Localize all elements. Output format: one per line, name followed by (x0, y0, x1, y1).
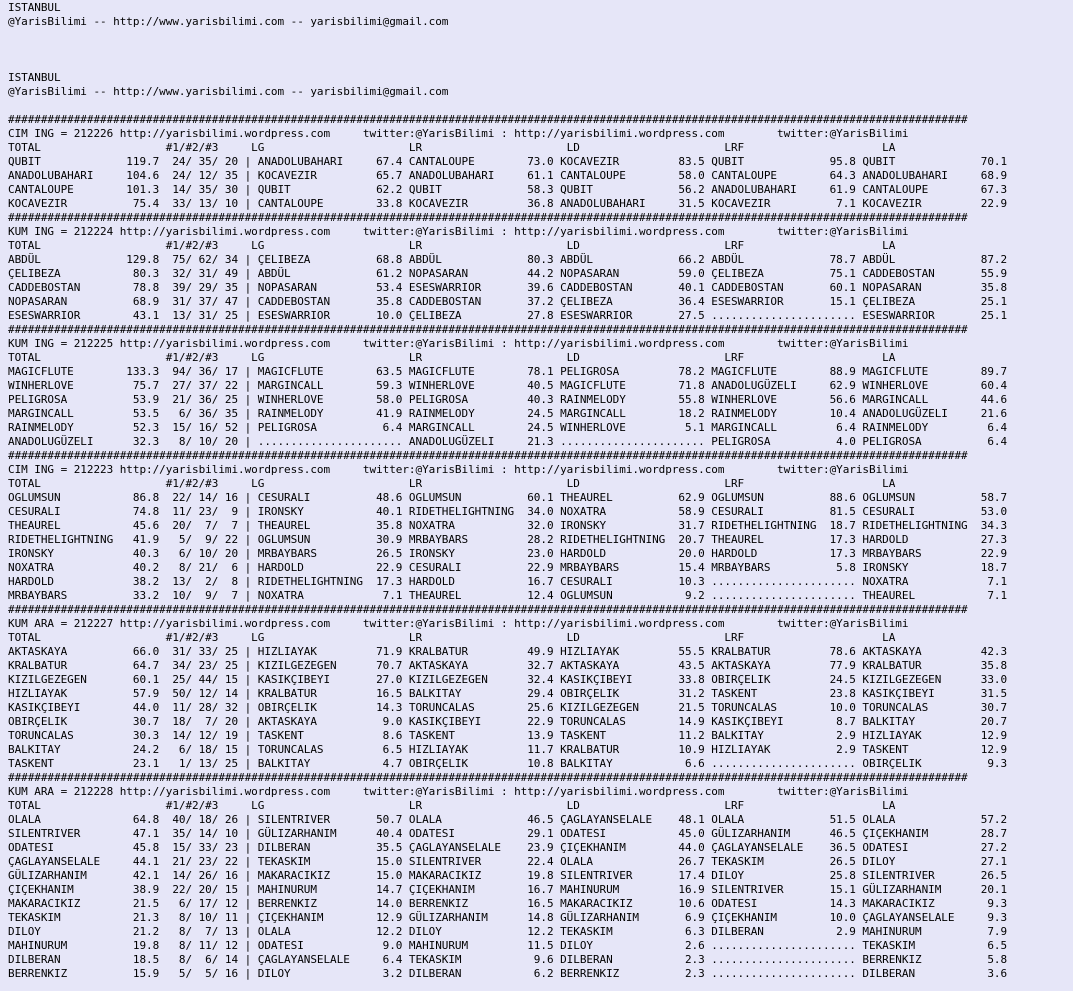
table-row: OLALA 64.8 40/ 18/ 26 | SILENTRIVER 50.7 OLALA 46.5 ÇAGLAYANSELALE 48.1 OLALA 51.5 OLALA 57.2 (8, 813, 1008, 826)
table-row: ABDÜL 129.8 75/ 62/ 34 | ÇELIBEZA 68.8 ABDÜL 80.3 ABDÜL 66.2 ABDÜL 78.7 ABDÜL 87.2 (8, 253, 1008, 266)
header-city-repeat: ISTANBUL (8, 71, 61, 84)
section-separator: ################################################################################################################################################## (8, 323, 968, 336)
table-row: KASIKÇIBEYI 44.0 11/ 28/ 32 | OBIRÇELIK 14.3 TORUNCALAS 25.6 KIZILGEZEGEN 21.5 TORUNCALAS 10.0 TORUNCALAS 30.7 (8, 701, 1008, 714)
table-row: KRALBATUR 64.7 34/ 23/ 25 | KIZILGEZEGEN 70.7 AKTASKAYA 32.7 AKTASKAYA 43.5 AKTASKAYA 77.9 KRALBATUR 35.8 (8, 659, 1008, 672)
table-row: RIDETHELIGHTNING 41.9 5/ 9/ 22 | OGLUMSUN 30.9 MRBAYBARS 28.2 RIDETHELIGHTNING 20.7 THEAUREL 17.3 HARDOLD 27.3 (8, 533, 1008, 546)
table-row: ANADOLUBAHARI 104.6 24/ 12/ 35 | KOCAVEZIR 65.7 ANADOLUBAHARI 61.1 CANTALOUPE 58.0 CANTALOUPE 64.3 ANADOLUBAHARI 68.9 (8, 169, 1008, 182)
table-row: THEAUREL 45.6 20/ 7/ 7 | THEAUREL 35.8 NOXATRA 32.0 IRONSKY 31.7 RIDETHELIGHTNING 18.7 RIDETHELIGHTNING 34.3 (8, 519, 1008, 532)
table-row: KIZILGEZEGEN 60.1 25/ 44/ 15 | KASIKÇIBEYI 27.0 KIZILGEZEGEN 32.4 KASIKÇIBEYI 33.8 OBIRÇELIK 24.5 KIZILGEZEGEN 33.0 (8, 673, 1008, 686)
table-row: BALKITAY 24.2 6/ 18/ 15 | TORUNCALAS 6.5 HIZLIAYAK 11.7 KRALBATUR 10.9 HIZLIAYAK 2.9 TASKENT 12.9 (8, 743, 1008, 756)
table-row: PELIGROSA 53.9 21/ 36/ 25 | WINHERLOVE 58.0 PELIGROSA 40.3 RAINMELODY 55.8 WINHERLOVE 56.6 MARGINCALL 44.6 (8, 393, 1008, 406)
column-header: TOTAL #1/#2/#3 LG LR LD LRF LA (8, 631, 896, 644)
table-row: ODATESI 45.8 15/ 33/ 23 | DILBERAN 35.5 ÇAGLAYANSELALE 23.9 ÇIÇEKHANIM 44.0 ÇAGLAYANSELALE 36.5 ODATESI 27.2 (8, 841, 1008, 854)
table-row: KOCAVEZIR 75.4 33/ 13/ 10 | CANTALOUPE 33.8 KOCAVEZIR 36.8 ANADOLUBAHARI 31.5 KOCAVEZIR 7.1 KOCAVEZIR 22.9 (8, 197, 1008, 210)
table-row: GÜLIZARHANIM 42.1 14/ 26/ 16 | MAKARACIKIZ 15.0 MAKARACIKIZ 19.8 SILENTRIVER 17.4 DILOY 25.8 SILENTRIVER 26.5 (8, 869, 1008, 882)
table-row: QUBIT 119.7 24/ 35/ 20 | ANADOLUBAHARI 67.4 CANTALOUPE 73.0 KOCAVEZIR 83.5 QUBIT 95.8 QUBIT 70.1 (8, 155, 1008, 168)
table-row: MAHINURUM 19.8 8/ 11/ 12 | ODATESI 9.0 MAHINURUM 11.5 DILOY 2.6 ...................... TEKASKIM 6.5 (8, 939, 1008, 952)
table-row: ÇAGLAYANSELALE 44.1 21/ 23/ 22 | TEKASKIM 15.0 SILENTRIVER 22.4 OLALA 26.7 TEKASKIM 26.5 DILOY 27.1 (8, 855, 1008, 868)
table-row: MAKARACIKIZ 21.5 6/ 17/ 12 | BERRENKIZ 14.0 BERRENKIZ 16.5 MAKARACIKIZ 10.6 ODATESI 14.3 MAKARACIKIZ 9.3 (8, 897, 1008, 910)
race-title: CIM ING = 212226 http://yarisbilimi.wordpress.com twitter:@YarisBilimi : http://yarisbilimi.wordpress.com twitter:@YarisBilimi (8, 127, 909, 140)
table-row: NOPASARAN 68.9 31/ 37/ 47 | CADDEBOSTAN 35.8 CADDEBOSTAN 37.2 ÇELIBEZA 36.4 ESESWARRIOR 15.1 ÇELIBEZA 25.1 (8, 295, 1008, 308)
section-separator: ################################################################################################################################################## (8, 603, 968, 616)
header-city: ISTANBUL (8, 1, 61, 14)
table-row: MARGINCALL 53.5 6/ 36/ 35 | RAINMELODY 41.9 RAINMELODY 24.5 MARGINCALL 18.2 RAINMELODY 10.4 ANADOLUGÜZELI 21.6 (8, 407, 1008, 420)
race-title: CIM ING = 212223 http://yarisbilimi.wordpress.com twitter:@YarisBilimi : http://yarisbilimi.wordpress.com twitter:@YarisBilimi (8, 463, 909, 476)
table-row: CADDEBOSTAN 78.8 39/ 29/ 35 | NOPASARAN 53.4 ESESWARRIOR 39.6 CADDEBOSTAN 40.1 CADDEBOSTAN 60.1 NOPASARAN 35.8 (8, 281, 1008, 294)
table-row: AKTASKAYA 66.0 31/ 33/ 25 | HIZLIAYAK 71.9 KRALBATUR 49.9 HIZLIAYAK 55.5 KRALBATUR 78.6 AKTASKAYA 42.3 (8, 645, 1008, 658)
table-row: CESURALI 74.8 11/ 23/ 9 | IRONSKY 40.1 RIDETHELIGHTNING 34.0 NOXATRA 58.9 CESURALI 81.5 CESURALI 53.0 (8, 505, 1008, 518)
table-row: TORUNCALAS 30.3 14/ 12/ 19 | TASKENT 8.6 TASKENT 13.9 TASKENT 11.2 BALKITAY 2.9 HIZLIAYAK 12.9 (8, 729, 1008, 742)
table-row: OBIRÇELIK 30.7 18/ 7/ 20 | AKTASKAYA 9.0 KASIKÇIBEYI 22.9 TORUNCALAS 14.9 KASIKÇIBEYI 8.7 BALKITAY 20.7 (8, 715, 1008, 728)
table-row: ÇIÇEKHANIM 38.9 22/ 20/ 15 | MAHINURUM 14.7 ÇIÇEKHANIM 16.7 MAHINURUM 16.9 SILENTRIVER 15.1 GÜLIZARHANIM 20.1 (8, 883, 1008, 896)
table-row: OGLUMSUN 86.8 22/ 14/ 16 | CESURALI 48.6 OGLUMSUN 60.1 THEAUREL 62.9 OGLUMSUN 88.6 OGLUMSUN 58.7 (8, 491, 1008, 504)
table-row: MRBAYBARS 33.2 10/ 9/ 7 | NOXATRA 7.1 THEAUREL 12.4 OGLUMSUN 9.2 ...................... THEAUREL 7.1 (8, 589, 1008, 602)
column-header: TOTAL #1/#2/#3 LG LR LD LRF LA (8, 477, 896, 490)
section-separator: ################################################################################################################################################## (8, 449, 968, 462)
header-contact-repeat: @YarisBilimi -- http://www.yarisbilimi.com -- yarisbilimi@gmail.com (8, 85, 449, 98)
table-row: IRONSKY 40.3 6/ 10/ 20 | MRBAYBARS 26.5 IRONSKY 23.0 HARDOLD 20.0 HARDOLD 17.3 MRBAYBARS 22.9 (8, 547, 1008, 560)
section-separator: ################################################################################################################################################## (8, 113, 968, 126)
column-header: TOTAL #1/#2/#3 LG LR LD LRF LA (8, 351, 896, 364)
header-contact: @YarisBilimi -- http://www.yarisbilimi.com -- yarisbilimi@gmail.com (8, 15, 449, 28)
table-row: WINHERLOVE 75.7 27/ 37/ 22 | MARGINCALL 59.3 WINHERLOVE 40.5 MAGICFLUTE 71.8 ANADOLUGÜZELI 62.9 WINHERLOVE 60.4 (8, 379, 1008, 392)
table-row: CANTALOUPE 101.3 14/ 35/ 30 | QUBIT 62.2 QUBIT 58.3 QUBIT 56.2 ANADOLUBAHARI 61.9 CANTALOUPE 67.3 (8, 183, 1008, 196)
table-row: TEKASKIM 21.3 8/ 10/ 11 | ÇIÇEKHANIM 12.9 GÜLIZARHANIM 14.8 GÜLIZARHANIM 6.9 ÇIÇEKHANIM 10.0 ÇAGLAYANSELALE 9.3 (8, 911, 1008, 924)
table-row: DILBERAN 18.5 8/ 6/ 14 | ÇAGLAYANSELALE 6.4 TEKASKIM 9.6 DILBERAN 2.3 ...................... BERRENKIZ 5.8 (8, 953, 1008, 966)
tables (8, 113, 1007, 980)
table-row: TASKENT 23.1 1/ 13/ 25 | BALKITAY 4.7 OBIRÇELIK 10.8 BALKITAY 6.6 ...................... OBIRÇELIK 9.3 (8, 757, 1008, 770)
table-row: NOXATRA 40.2 8/ 21/ 6 | HARDOLD 22.9 CESURALI 22.9 MRBAYBARS 15.4 MRBAYBARS 5.8 IRONSKY 18.7 (8, 561, 1008, 574)
table-row: DILOY 21.2 8/ 7/ 13 | OLALA 12.2 DILOY 12.2 TEKASKIM 6.3 DILBERAN 2.9 MAHINURUM 7.9 (8, 925, 1008, 938)
table-row: HARDOLD 38.2 13/ 2/ 8 | RIDETHELIGHTNING 17.3 HARDOLD 16.7 CESURALI 10.3 ...................... NOXATRA 7.1 (8, 575, 1008, 588)
section-separator: ################################################################################################################################################## (8, 211, 968, 224)
table-row: SILENTRIVER 47.1 35/ 14/ 10 | GÜLIZARHANIM 40.4 ODATESI 29.1 ODATESI 45.0 GÜLIZARHANIM 46.5 ÇIÇEKHANIM 28.7 (8, 827, 1008, 840)
race-title: KUM ING = 212224 http://yarisbilimi.wordpress.com twitter:@YarisBilimi : http://yarisbilimi.wordpress.com twitter:@YarisBilimi (8, 225, 909, 238)
table-row: BERRENKIZ 15.9 5/ 5/ 16 | DILOY 3.2 DILBERAN 6.2 BERRENKIZ 2.3 ...................... DILBERAN 3.6 (8, 967, 1008, 980)
column-header: TOTAL #1/#2/#3 LG LR LD LRF LA (8, 799, 896, 812)
race-title: KUM ING = 212225 http://yarisbilimi.wordpress.com twitter:@YarisBilimi : http://yarisbilimi.wordpress.com twitter:@YarisBilimi (8, 337, 909, 350)
table-row: ÇELIBEZA 80.3 32/ 31/ 49 | ABDÜL 61.2 NOPASARAN 44.2 NOPASARAN 59.0 ÇELIBEZA 75.1 CADDEBOSTAN 55.9 (8, 267, 1008, 280)
table-row: MAGICFLUTE 133.3 94/ 36/ 17 | MAGICFLUTE 63.5 MAGICFLUTE 78.1 PELIGROSA 78.2 MAGICFLUTE 88.9 MAGICFLUTE 89.7 (8, 365, 1008, 378)
section-separator: ################################################################################################################################################## (8, 771, 968, 784)
race-title: KUM ARA = 212227 http://yarisbilimi.wordpress.com twitter:@YarisBilimi : http://yarisbilimi.wordpress.com twitter:@YarisBilimi (8, 617, 909, 630)
race-title: KUM ARA = 212228 http://yarisbilimi.wordpress.com twitter:@YarisBilimi : http://yarisbilimi.wordpress.com twitter:@YarisBilimi (8, 785, 909, 798)
column-header: TOTAL #1/#2/#3 LG LR LD LRF LA (8, 141, 896, 154)
table-row: ANADOLUGÜZELI 32.3 8/ 10/ 20 | ...................... ANADOLUGÜZELI 21.3 ...................... PELIGROSA 4.0 PELIGROSA 6.4 (8, 435, 1008, 448)
column-header: TOTAL #1/#2/#3 LG LR LD LRF LA (8, 239, 896, 252)
table-row: HIZLIAYAK 57.9 50/ 12/ 14 | KRALBATUR 16.5 BALKITAY 29.4 OBIRÇELIK 31.2 TASKENT 23.8 KASIKÇIBEYI 31.5 (8, 687, 1008, 700)
table-row: ESESWARRIOR 43.1 13/ 31/ 25 | ESESWARRIOR 10.0 ÇELIBEZA 27.8 ESESWARRIOR 27.5 ...................... ESESWARRIOR 25.1 (8, 309, 1008, 322)
table-row: RAINMELODY 52.3 15/ 16/ 52 | PELIGROSA 6.4 MARGINCALL 24.5 WINHERLOVE 5.1 MARGINCALL 6.4 RAINMELODY 6.4 (8, 421, 1008, 434)
